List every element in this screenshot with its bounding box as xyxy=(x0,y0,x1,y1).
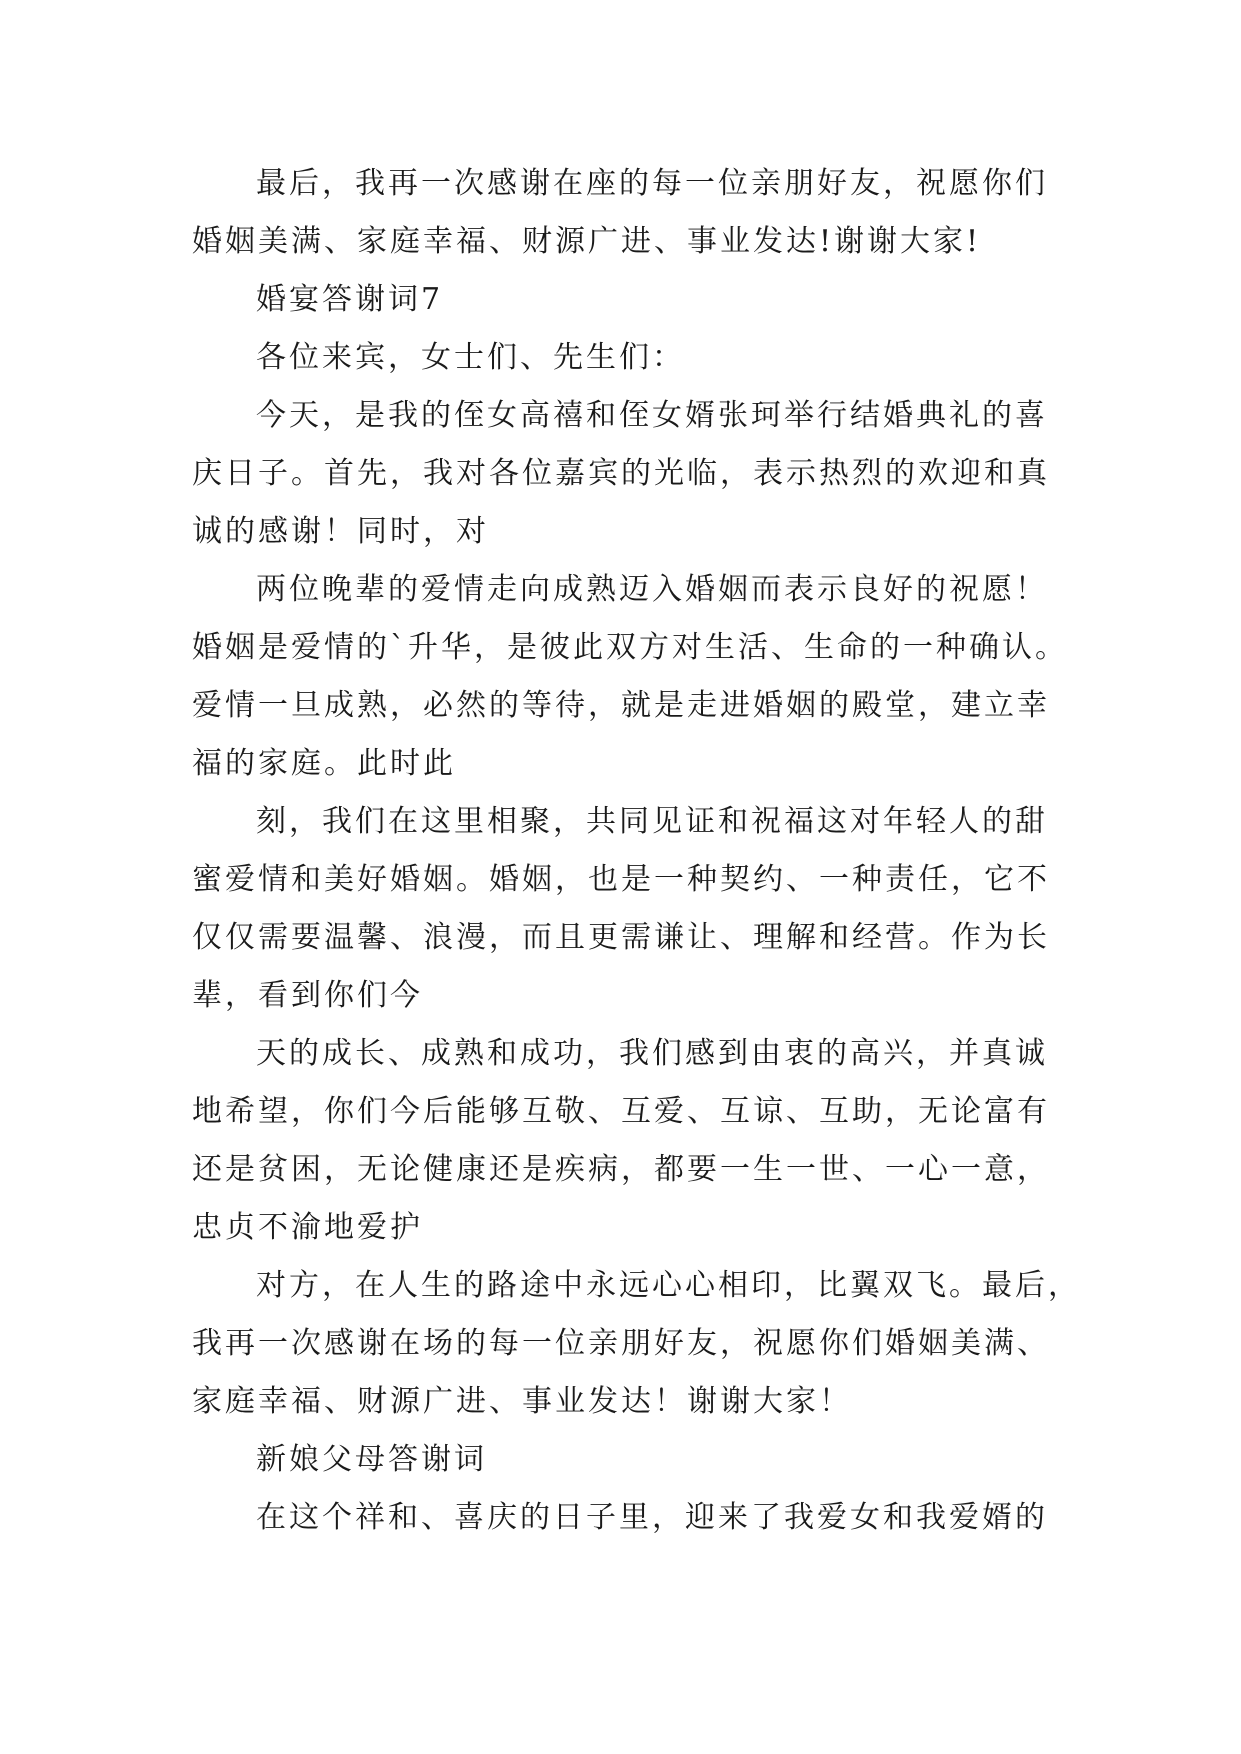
text-line: 婚宴答谢词7 xyxy=(256,282,444,317)
text-line: 最后，我再一次感谢在座的每一位亲朋好友，祝愿你们 xyxy=(256,166,1048,201)
text-line: 对方，在人生的路途中永远心心相印，比翼双飞。最后， xyxy=(256,1268,1081,1303)
text-line: 刻，我们在这里相聚，共同见证和祝福这对年轻人的甜 xyxy=(256,804,1048,839)
text-line: 两位晚辈的爱情走向成熟迈入婚姻而表示良好的祝愿！ xyxy=(256,572,1048,607)
document-body xyxy=(192,155,1081,1547)
text-line: 诚的感谢！同时，对 xyxy=(192,514,489,549)
text-line: 各位来宾，女士们、先生们： xyxy=(256,340,685,375)
text-line: 辈，看到你们今 xyxy=(192,978,423,1013)
text-line: 家庭幸福、财源广进、事业发达！谢谢大家！ xyxy=(192,1384,852,1419)
text-line: 忠贞不渝地爱护 xyxy=(192,1210,423,1245)
text-line: 天的成长、成熟和成功，我们感到由衷的高兴，并真诚 xyxy=(256,1036,1048,1071)
text-line: 还是贫困，无论健康还是疾病，都要一生一世、一心一意， xyxy=(192,1152,1050,1187)
text-line: 仅仅需要温馨、浪漫，而且更需谦让、理解和经营。作为长 xyxy=(192,920,1050,955)
text-line: 在这个祥和、喜庆的日子里，迎来了我爱女和我爱婿的 xyxy=(256,1500,1048,1535)
text-line: 庆日子。首先，我对各位嘉宾的光临，表示热烈的欢迎和真 xyxy=(192,456,1050,491)
text-line: 蜜爱情和美好婚姻。婚姻，也是一种契约、一种责任，它不 xyxy=(192,862,1050,897)
text-line: 婚姻是爱情的`升华，是彼此双方对生活、生命的一种确认。 xyxy=(192,630,1068,665)
text-line: 福的家庭。此时此 xyxy=(192,746,456,781)
text-line: 婚姻美满、家庭幸福、财源广进、事业发达!谢谢大家! xyxy=(192,224,982,259)
text-line: 我再一次感谢在场的每一位亲朋好友，祝愿你们婚姻美满、 xyxy=(192,1326,1050,1361)
text-line: 今天，是我的侄女高禧和侄女婿张珂举行结婚典礼的喜 xyxy=(256,398,1048,433)
text-line: 地希望，你们今后能够互敬、互爱、互谅、互助，无论富有 xyxy=(192,1094,1050,1129)
text-line: 爱情一旦成熟，必然的等待，就是走进婚姻的殿堂，建立幸 xyxy=(192,688,1050,723)
text-line: 新娘父母答谢词 xyxy=(256,1442,487,1477)
